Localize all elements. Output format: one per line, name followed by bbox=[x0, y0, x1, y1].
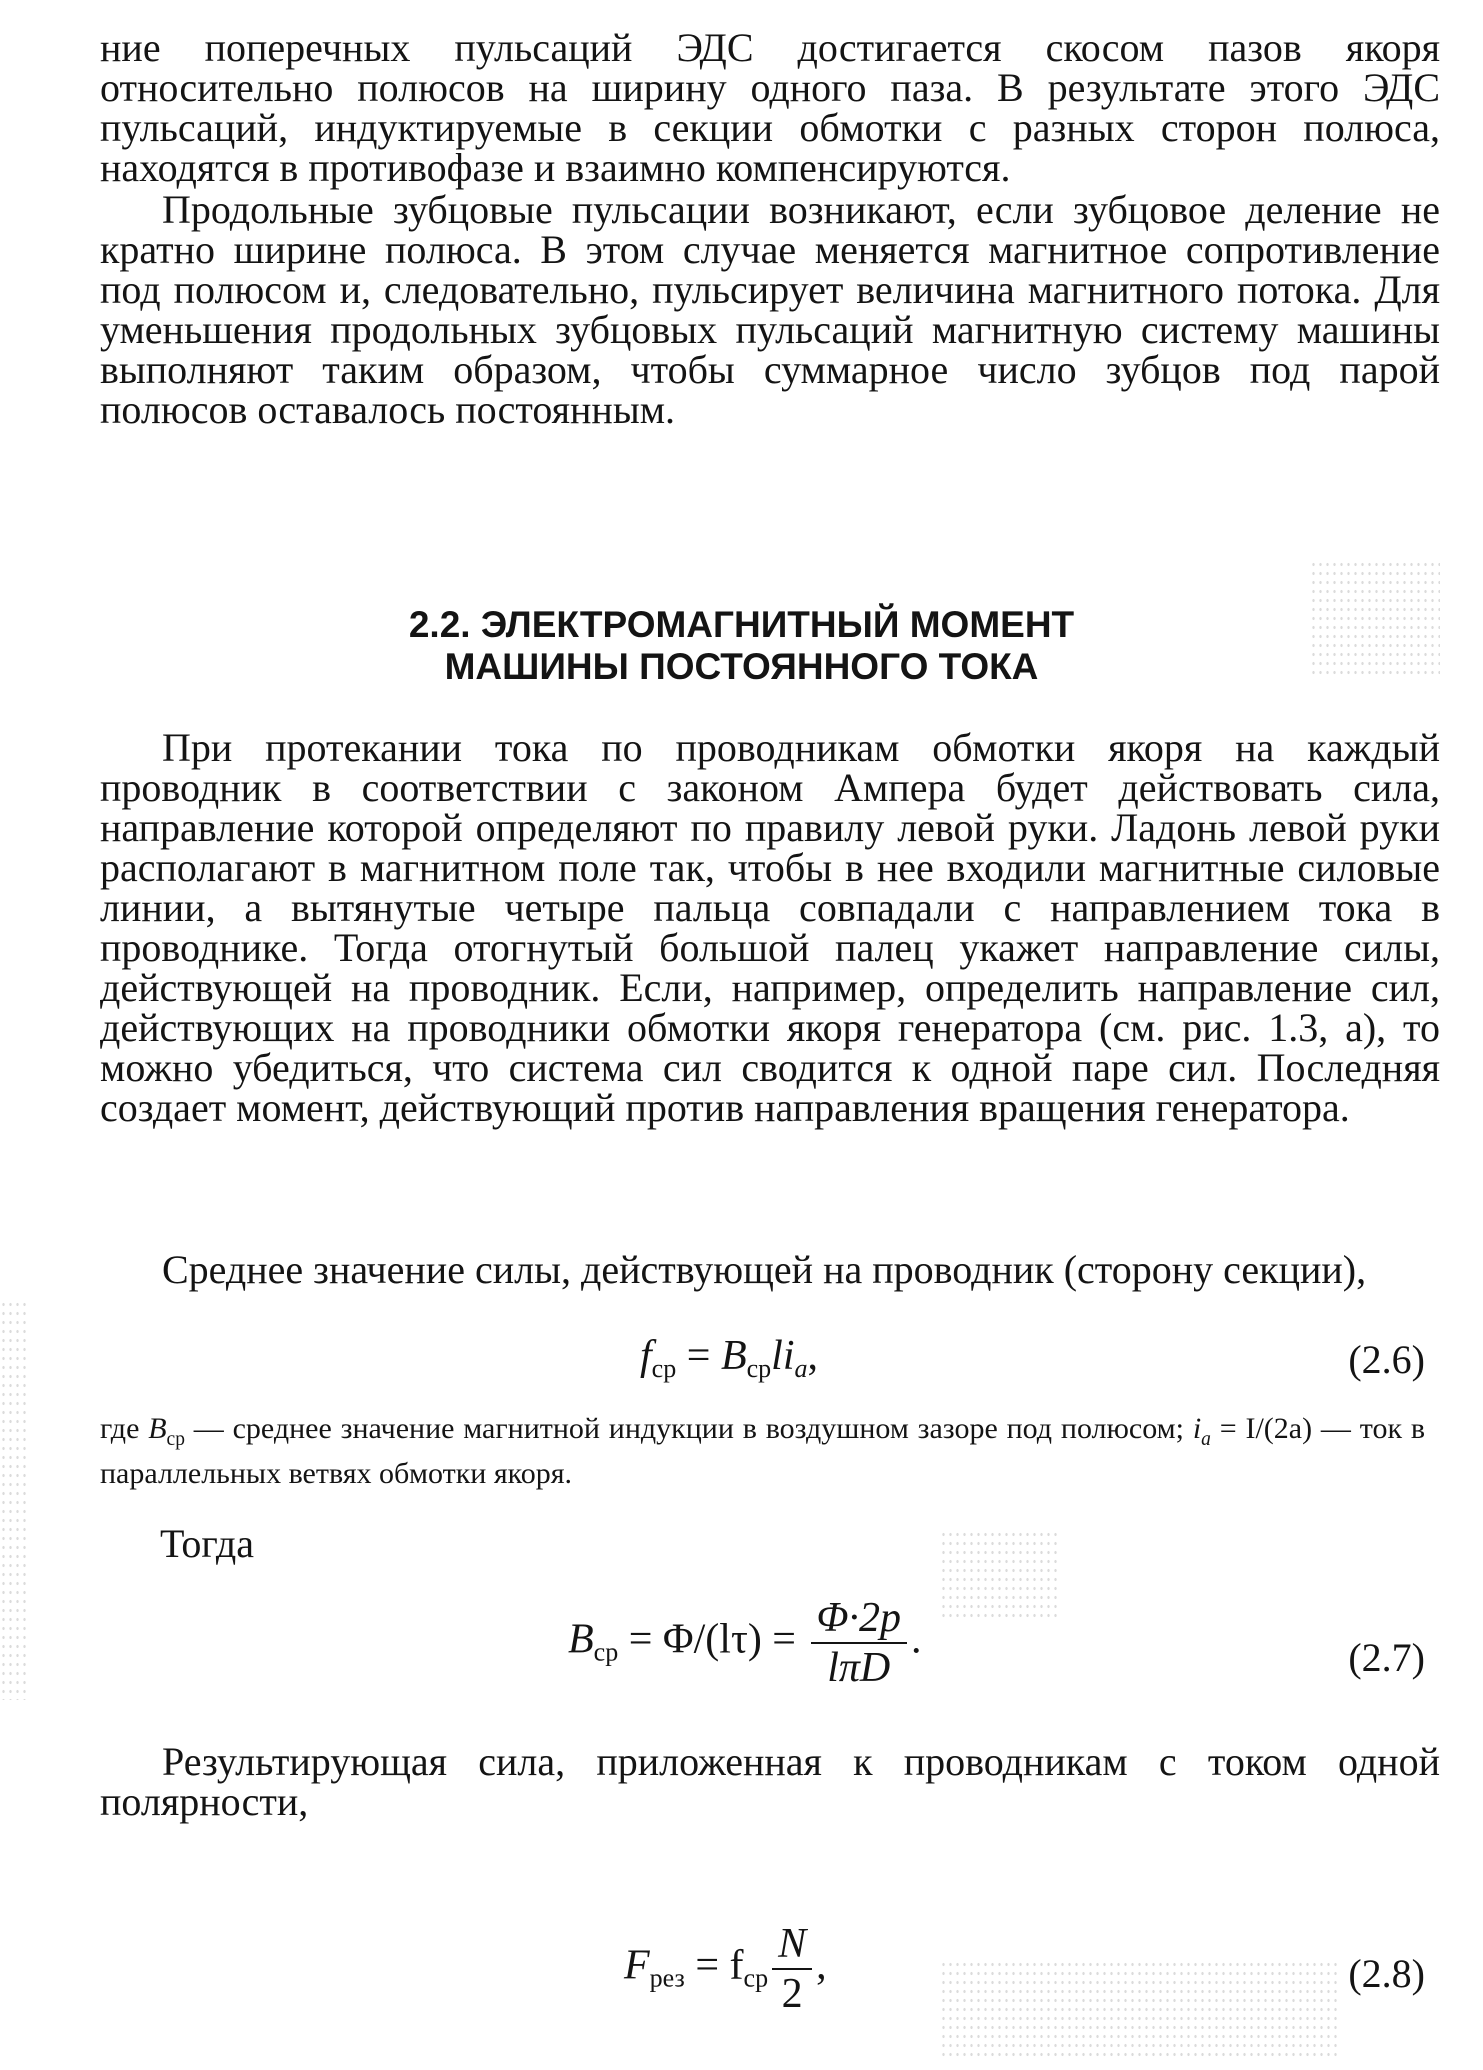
equation-2-7-number: (2.7) bbox=[1348, 1635, 1425, 1680]
eq-2-7-fraction bbox=[811, 1594, 907, 1692]
eq-2-8-fraction bbox=[772, 1920, 812, 2018]
then-word: Тогда bbox=[160, 1521, 254, 1566]
equation-2-6-number: (2.6) bbox=[1348, 1337, 1425, 1382]
section-heading-line2: МАШИНЫ ПОСТОЯННОГО ТОКА bbox=[444, 646, 1039, 687]
eq-2-6-equals: = bbox=[676, 1333, 721, 1379]
section-heading-line1: 2.2. ЭЛЕКТРОМАГНИТНЫЙ МОМЕНТ bbox=[408, 604, 1075, 645]
eq-2-8-numerator: N bbox=[772, 1920, 812, 1970]
scan-noise-right-middle bbox=[940, 1530, 1060, 1620]
equation-2-8-number: (2.8) bbox=[1348, 1951, 1425, 1996]
eq-2-6-rest-sub: a bbox=[794, 1353, 808, 1383]
equation-2-7 bbox=[568, 1594, 921, 1692]
where-note-part2: — среднее значение магнитной индукции в воздушном зазоре под полюсом; bbox=[184, 1412, 1193, 1445]
eq-2-7-middle: = Φ/(lτ) = bbox=[618, 1616, 807, 1663]
where-note-i-sub: a bbox=[1201, 1429, 1211, 1450]
scan-noise-left bbox=[0, 1300, 30, 1700]
paragraph-resultant-force: Результирующая сила, приложенная к проводникам с током одной полярности, bbox=[100, 1739, 1440, 1824]
eq-2-6-lhs-sub: ср bbox=[651, 1353, 677, 1383]
where-note-i: i bbox=[1192, 1412, 1202, 1445]
eq-2-8-lhs: F bbox=[624, 1942, 650, 1989]
scan-noise-bottom bbox=[940, 1960, 1340, 2060]
paragraph-continuation: ние поперечных пульсаций ЭДС достигается скосом пазов якоря относительно полюсов на ширину одного паза. В результате этого ЭДС пульсаций, индуктируемые в секции обмотки с разных сторон полюса, находятся в противофазе и взаимно компенсируются. bbox=[100, 25, 1440, 190]
eq-2-6-b-sub: ср bbox=[746, 1353, 772, 1383]
equation-2-8 bbox=[624, 1920, 827, 2018]
where-note-part1: где bbox=[100, 1412, 149, 1445]
equation-2-6 bbox=[640, 1332, 818, 1384]
where-note-b-sub: ср bbox=[166, 1429, 185, 1450]
eq-2-6-rest: li bbox=[771, 1333, 795, 1379]
where-note bbox=[100, 1412, 1425, 1491]
eq-2-7-tail: . bbox=[910, 1616, 922, 1663]
eq-2-7-denominator: lπD bbox=[827, 1645, 891, 1691]
eq-2-8-equals: = f bbox=[684, 1942, 744, 1989]
eq-2-6-b: B bbox=[720, 1333, 747, 1379]
paragraph-average-force: Среднее значение силы, действующей на проводник (сторону секции), bbox=[162, 1247, 1367, 1292]
eq-2-6-tail: , bbox=[807, 1333, 819, 1379]
eq-2-7-lhs: B bbox=[568, 1616, 594, 1663]
section-heading bbox=[0, 604, 1483, 688]
paragraph-longitudinal-pulsations: Продольные зубцовые пульсации возникают, если зубцовое деление не кратно ширине полюса. В этом случае меняется магнитное сопротивление под полюсом и, следовательно, пульсирует величина магнитного потока. Для уменьшения продольных зубцовых пульсаций магнитную систему машины выполняют таким образом, чтобы суммарное число зубцов под парой полюсов оставалось постоянным. bbox=[100, 187, 1440, 432]
eq-2-8-tail: , bbox=[816, 1942, 827, 1989]
eq-2-7-lhs-sub: ср bbox=[593, 1637, 619, 1667]
eq-2-8-lhs-sub: рез bbox=[649, 1963, 685, 1993]
eq-2-8-middle-sub: ср bbox=[743, 1963, 769, 1993]
where-note-b: B bbox=[148, 1412, 167, 1445]
paragraph-ampere-law: При протекании тока по проводникам обмотки якоря на каждый проводник в соответствии с законом Ампера будет действовать сила, направление которой определяют по правилу левой руки. Ладонь левой руки располагают в магнитном поле так, чтобы в нее входили магнитные силовые линии, а вытянутые четыре пальца совпадали с направлением тока в проводнике. Тогда отогнутый большой палец укажет направление силы, действующей на проводник. Если, например, определить направление сил, действующих на проводники обмотки якоря генератора (см. рис. 1.3, а), то можно убедиться, что система сил сводится к одной паре сил. Последняя создает момент, действующий против направления вращения генератора. bbox=[100, 725, 1440, 1130]
eq-2-8-denominator: 2 bbox=[781, 1971, 803, 2017]
eq-2-7-numerator: Φ·2p bbox=[811, 1594, 907, 1644]
eq-2-6-lhs: f bbox=[640, 1333, 652, 1379]
where-note-part3: = I/(2a) — ток в параллельных ветвях обмотки якоря. bbox=[100, 1412, 1426, 1490]
